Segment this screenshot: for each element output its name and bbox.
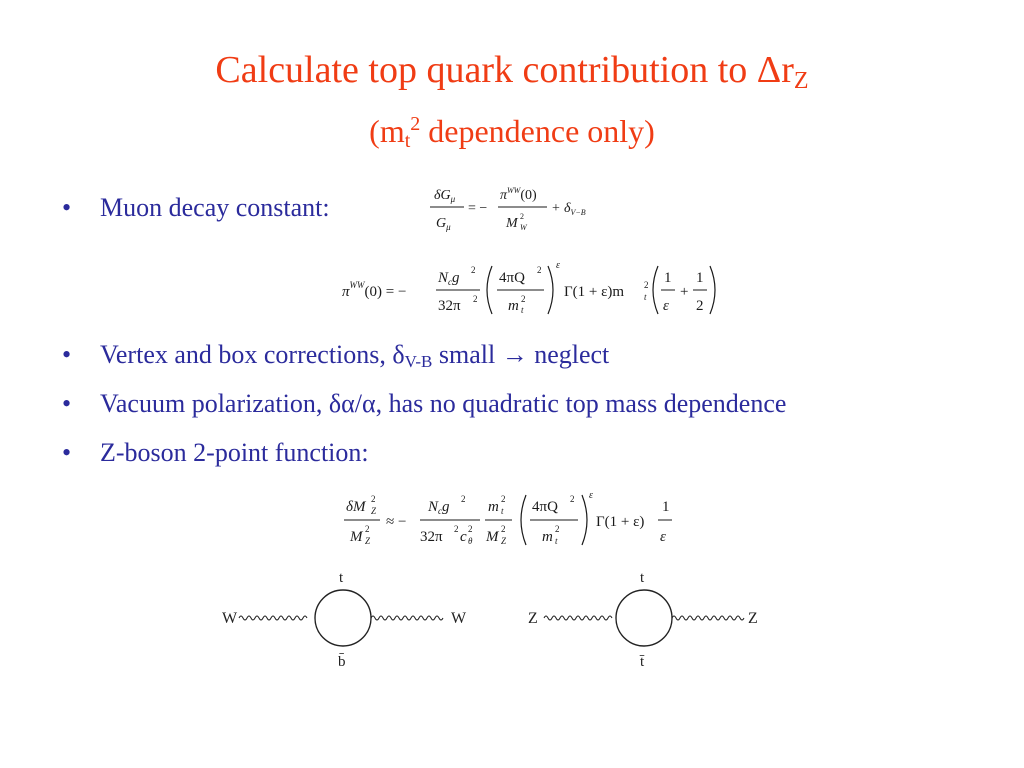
- feynman-diagram-z: [520, 565, 780, 675]
- svg-text:M: M: [486, 529, 499, 545]
- svg-text:2: 2: [365, 524, 370, 534]
- svg-text:Ncg: $N_cg$: [428, 499, 450, 516]
- svg-text:32π: 32π: [420, 529, 443, 545]
- svg-text:θ: θ: [468, 536, 473, 546]
- z-propagator-right: [672, 616, 744, 620]
- label-z-left: Z: [528, 610, 538, 627]
- svg-text:2: 2: [371, 494, 376, 504]
- svg-text:Γ(1 + ε)m: Γ(1 + ε)m: [564, 284, 625, 300]
- svg-text:4πQ: 4πQ: [532, 499, 558, 515]
- svg-text:Gμ: $G_\mu$: [436, 216, 451, 232]
- bullet-marker: •: [62, 438, 72, 467]
- svg-text:W: W: [520, 223, 527, 232]
- title-subscript: Z: [793, 68, 809, 94]
- title-text: Calculate top quark contribution to Δr: [215, 49, 794, 91]
- svg-text:2: 2: [537, 265, 542, 275]
- svg-text:≈ −: ≈ −: [386, 514, 407, 530]
- equation-z-two-point: [340, 487, 680, 553]
- svg-text:Γ(1 + ε): Γ(1 + ε): [596, 514, 645, 530]
- svg-text:Z: Z: [501, 536, 507, 546]
- feynman-diagram-w: [215, 565, 475, 675]
- svg-text:m: m: [488, 499, 499, 515]
- subtitle-superscript: 2: [410, 113, 421, 135]
- svg-text:2: 2: [644, 280, 649, 290]
- svg-text:2: 2: [696, 298, 704, 314]
- equation-muon-decay: [420, 180, 620, 240]
- bullet-text: Muon decay constant:: [100, 193, 330, 222]
- top-quark-loop: [315, 590, 371, 646]
- svg-text:m: m: [508, 298, 519, 314]
- svg-text:t: t: [555, 536, 558, 546]
- label-loop-bottom: b̄: [338, 654, 346, 670]
- svg-text:2: 2: [501, 524, 506, 534]
- top-quark-loop: [616, 590, 672, 646]
- bullet-text: Vertex and box corrections, $\delta_{V-B}$ small → neglect: [100, 340, 610, 371]
- svg-text:ε: ε: [663, 298, 669, 314]
- svg-text:Z: Z: [365, 536, 371, 546]
- svg-text:2: 2: [461, 494, 466, 504]
- svg-text:δGμ: $\delta G_\mu$: [434, 188, 456, 204]
- svg-text:2: 2: [473, 294, 478, 304]
- svg-text:= −: = −: [468, 201, 488, 216]
- svg-text:+: +: [552, 201, 560, 216]
- label-w-right: W: [451, 610, 467, 627]
- svg-text:Z: Z: [371, 506, 377, 516]
- w-propagator-left: [239, 616, 307, 620]
- label-z-right: Z: [748, 610, 758, 627]
- svg-text:δM: δM: [346, 499, 366, 515]
- svg-text:2: 2: [471, 265, 476, 275]
- subtitle-subscript: t: [404, 130, 411, 152]
- svg-text:t: t: [521, 305, 524, 315]
- svg-text:1: 1: [664, 270, 672, 286]
- svg-text:2: 2: [468, 524, 473, 534]
- label-loop-bottom: t̄: [640, 654, 645, 670]
- svg-text:2: 2: [521, 294, 526, 304]
- bullet-text: Vacuum polarization, δα/α, has no quadratic top mass dependence: [100, 389, 787, 418]
- equation-pi-ww: [340, 258, 720, 322]
- svg-text:1: 1: [662, 499, 670, 515]
- w-propagator-right: [371, 616, 443, 620]
- svg-text:2: 2: [570, 494, 575, 504]
- svg-text:2: 2: [454, 524, 459, 534]
- svg-text:+: +: [680, 284, 689, 300]
- bullet-marker: •: [62, 340, 72, 369]
- svg-text:32π: 32π: [438, 298, 461, 314]
- z-propagator-left: [544, 616, 612, 620]
- label-loop-top: t: [640, 570, 645, 586]
- slide-subtitle: [0, 104, 1024, 161]
- slide-title: [0, 48, 1024, 103]
- svg-text:2: 2: [520, 212, 524, 221]
- svg-text:2: 2: [501, 494, 506, 504]
- svg-text:m: m: [542, 529, 553, 545]
- svg-text:M: M: [350, 529, 363, 545]
- svg-text:Ncg: $N_cg$: [438, 270, 460, 287]
- label-w-left: W: [222, 610, 238, 627]
- svg-text:ε: ε: [556, 260, 560, 271]
- svg-text:πWW(0): $\pi^{WW}(0)$: [500, 186, 537, 203]
- svg-text:ε: ε: [660, 529, 666, 545]
- svg-text:t: t: [644, 292, 647, 302]
- svg-text:M: M: [506, 216, 518, 231]
- svg-text:δV−B: $\delta_{V-B}$: [564, 201, 586, 217]
- subtitle-rest: dependence only): [420, 113, 655, 149]
- label-loop-top: t: [339, 570, 344, 586]
- svg-text:t: t: [501, 506, 504, 516]
- svg-text:4πQ: 4πQ: [499, 270, 525, 286]
- svg-text:πWW(0) = −: $\pi^{WW}(0)$ = −: [342, 280, 407, 300]
- svg-text:1: 1: [696, 270, 704, 286]
- svg-text:c: c: [460, 529, 467, 545]
- subtitle-open: (m: [369, 113, 405, 149]
- svg-text:ε: ε: [589, 490, 593, 501]
- bullet-marker: •: [62, 389, 72, 418]
- svg-text:2: 2: [555, 524, 560, 534]
- bullet-marker: •: [62, 193, 72, 222]
- bullet-text: Z-boson 2-point function:: [100, 438, 369, 467]
